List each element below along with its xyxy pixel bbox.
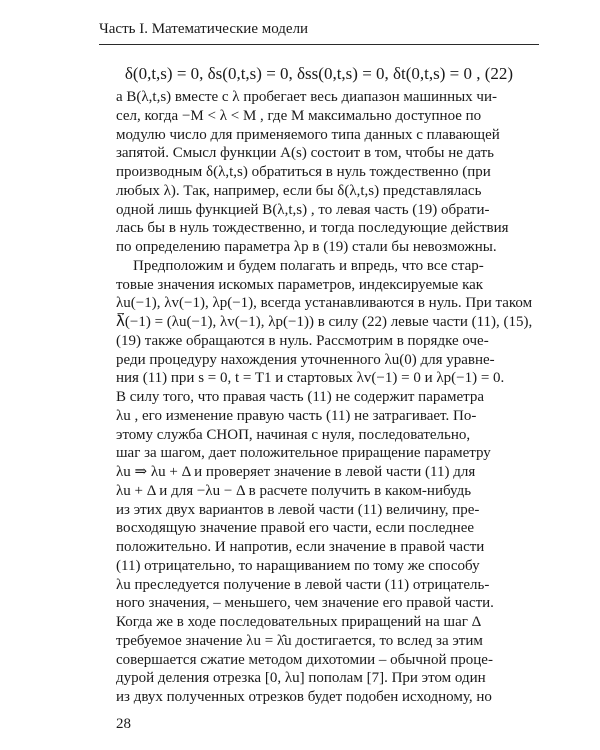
- text-line: из этих двух вариантов в левой части (11) величину, пре-: [116, 502, 480, 518]
- text-line: ния (11) при s = 0, t = T1 и стартовых λv(−1) = 0 и λp(−1) = 0.: [116, 370, 505, 386]
- text-line: (11) отрицательно, то наращиванием по тому же способу: [116, 558, 480, 574]
- equation-22: δ(0,t,s) = 0, δs(0,t,s) = 0, δss(0,t,s) = 0, δt(0,t,s) = 0 , (22): [124, 64, 514, 83]
- text-line: товые значения искомых параметров, индексируемые как: [116, 277, 484, 293]
- text-line: одной лишь функцией B(λ,t,s) , то левая часть (19) обрати-: [116, 202, 490, 218]
- text-line: В силу того, что правая часть (11) не содержит параметра: [116, 389, 485, 405]
- text-line: производным δ(λ,t,s) обратиться в нуль тождественно (при: [116, 164, 491, 180]
- text-line: модулю число для применяемого типа данных с плавающей: [116, 127, 500, 143]
- text-line: по определению параметра λp в (19) стали бы невозможны.: [116, 239, 497, 255]
- text-line: а B(λ,t,s) вместе с λ пробегает весь диапазон машинных чи-: [116, 89, 497, 105]
- text-line: лась бы в нуль тождественно, и тогда последующие действия: [116, 220, 509, 236]
- text-line: λ⃗(−1) = (λu(−1), λv(−1), λp(−1)) в силу (22) левые части (11), (15),: [116, 314, 533, 330]
- text-line: из двух полученных отрезков будет подобен исходному, но: [116, 689, 492, 705]
- page-number: 28: [116, 716, 131, 732]
- text-line: ного значения, – меньшего, чем значение его правой части.: [116, 595, 494, 611]
- text-line: λu ⇒ λu + Δ и проверяет значение в левой части (11) для: [116, 464, 476, 480]
- running-header: Часть I. Математические модели: [99, 21, 309, 37]
- text-line: (19) также обращаются в нуль. Рассмотрим в порядке оче-: [116, 333, 489, 349]
- text-line: требуемое значение λu = λ̂u достигается, то вслед за этим: [116, 633, 483, 649]
- text-line: λu + Δ и для −λu − Δ в расчете получить в каком-нибудь: [116, 483, 472, 499]
- text-line: λu(−1), λv(−1), λp(−1), всегда устанавливаются в нуль. При таком: [116, 295, 533, 311]
- text-line: Предположим и будем полагать и впредь, что все стар-: [133, 258, 484, 274]
- text-line: дурой деления отрезка [0, λu] пополам [7]. При этом один: [116, 670, 486, 686]
- text-line: восходящую значение правой его части, если последнее: [116, 520, 475, 536]
- text-line: реди процедуру нахождения уточненного λu(0) для уравне-: [116, 352, 495, 368]
- text-line: запятой. Смысл функции A(s) состоит в том, чтобы не дать: [116, 145, 494, 161]
- text-line: положительно. И напротив, если значение в правой части: [116, 539, 485, 555]
- text-line: этому служба СНОП, начиная с нуля, последовательно,: [116, 427, 471, 443]
- text-line: любых λ). Так, например, если бы δ(λ,t,s) представлялась: [116, 183, 482, 199]
- header-rule: [99, 44, 539, 45]
- text-line: шаг за шагом, дает положительное приращение параметру: [116, 445, 491, 461]
- text-line: λu преследуется получение в левой части (11) отрицатель-: [116, 577, 490, 593]
- text-line: совершается сжатие методом дихотомии – обычной проце-: [116, 652, 493, 668]
- text-line: сел, когда −M < λ < M , где M максимально доступное по: [116, 108, 482, 124]
- text-line: λu , его изменение правую часть (11) не затрагивает. По-: [116, 408, 477, 424]
- text-line: Когда же в ходе последовательных приращений на шаг Δ: [116, 614, 482, 630]
